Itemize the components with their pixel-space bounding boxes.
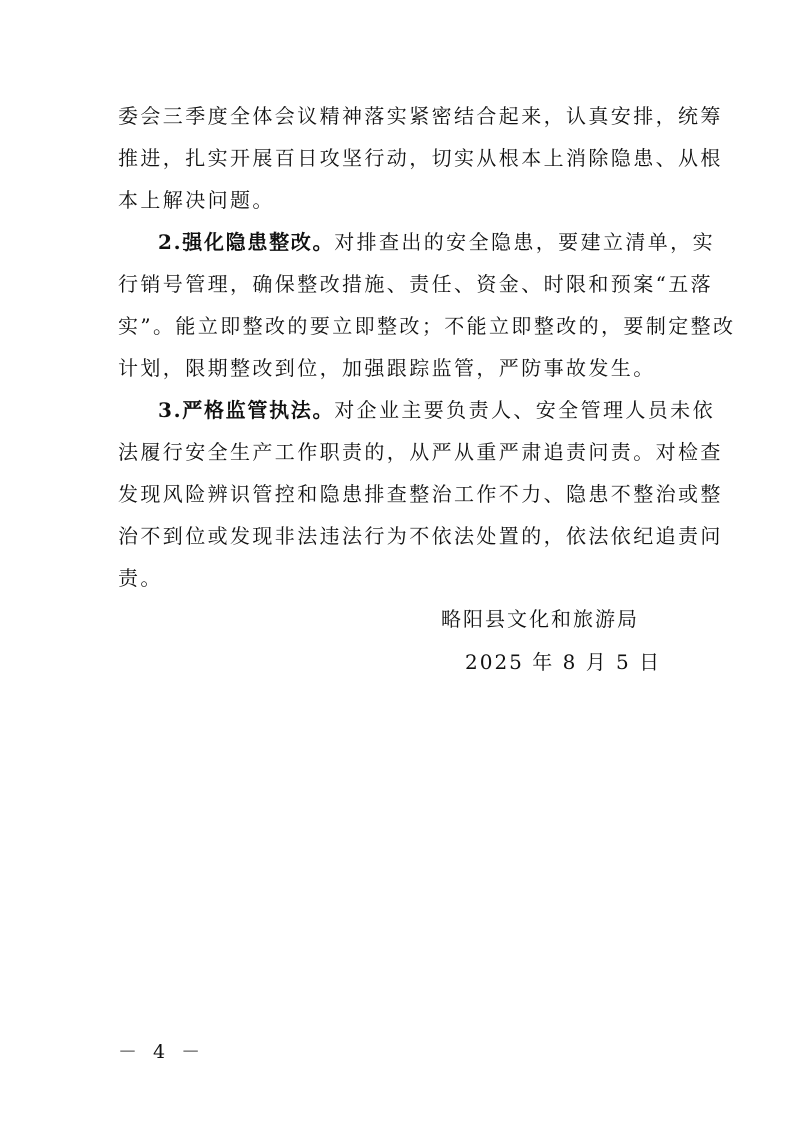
page-number: － 4 － (118, 1041, 206, 1063)
section-2-line-3: 实”。能立即整改的要立即整改；不能立即整改的，要制定整改 (118, 314, 736, 338)
section-2-heading: 2.强化隐患整改。 (158, 230, 335, 254)
section-3-text: 对企业主要负责人、安全管理人员未依 (334, 398, 715, 422)
section-3-line-2: 法履行安全生产工作职责的，从严从重严肃追责问责。对检查 (118, 440, 723, 464)
section-3-first-line (158, 390, 715, 430)
section-3-line-5: 责。 (118, 566, 163, 590)
section-2-line-2: 行销号管理，确保整改措施、责任、资金、时限和预案“五落 (118, 272, 714, 296)
body-line-1: 委会三季度全体会议精神落实紧密结合起来，认真安排，统筹 (118, 104, 723, 128)
body-line-2: 推进，扎实开展百日攻坚行动，切实从根本上消除隐患、从根 (118, 146, 723, 170)
signing-date: 2025 年 8 月 5 日 (465, 650, 662, 674)
section-3-line-3: 发现风险辨识管控和隐患排查整治工作不力、隐患不整治或整 (118, 482, 723, 506)
body-line-3: 本上解决问题。 (118, 188, 275, 212)
section-3-line-4: 治不到位或发现非法违法行为不依法处置的，依法依纪追责问 (118, 524, 723, 548)
section-2-first-line (158, 222, 715, 262)
section-3-heading: 3.严格监管执法。 (158, 398, 335, 422)
section-2-line-4: 计划，限期整改到位，加强跟踪监管，严防事故发生。 (118, 356, 656, 380)
signing-organization: 略阳县文化和旅游局 (441, 607, 639, 631)
section-2-text: 对排查出的安全隐患，要建立清单，实 (334, 230, 715, 254)
